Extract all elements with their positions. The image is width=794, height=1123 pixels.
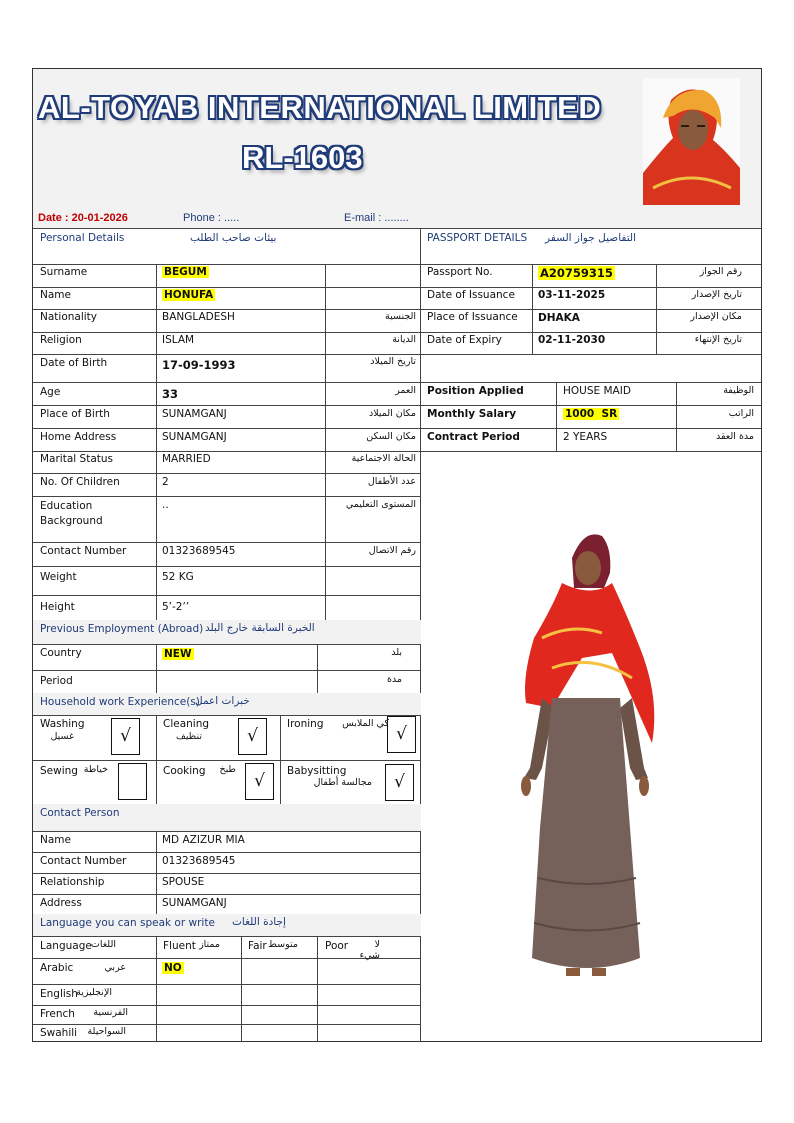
col-line [156, 644, 157, 693]
row-line [33, 894, 421, 895]
row-line [33, 670, 421, 671]
row-line [33, 644, 421, 645]
label-cooking-ar: طبخ [219, 764, 236, 775]
col-line [556, 382, 557, 451]
label-contact-phone: Contact Number [40, 855, 127, 867]
value-relationship: SPOUSE [162, 876, 205, 888]
value-date-issuance: 03-11-2025 [538, 289, 606, 301]
label-contact-number: Contact Number [40, 545, 127, 557]
label-salary: Monthly Salary [427, 408, 517, 420]
label-contact-address: Address [40, 897, 82, 909]
label-age: Age [40, 386, 61, 398]
row-line [33, 473, 421, 474]
passport-section-title: PASSPORT DETAILS [427, 232, 528, 244]
label-height: Height [40, 601, 75, 613]
label-place-issuance: Place of Issuance [427, 311, 518, 323]
label-pob: Place of Birth [40, 408, 110, 420]
fluent-col-header-ar: ممتاز [199, 939, 220, 950]
col-line [156, 715, 157, 804]
value-contact-name: MD AZIZUR MIA [162, 834, 245, 846]
label-swahili-ar: السواحيلة [87, 1026, 126, 1037]
form-code: RL-1603 [242, 140, 363, 175]
row-line [33, 760, 421, 761]
value-nationality: BANGLADESH [162, 311, 235, 323]
value-position: HOUSE MAID [563, 385, 631, 397]
row-line [33, 309, 421, 310]
value-contact-phone: 01323689545 [162, 855, 236, 867]
value-date-expiry: 02-11-2030 [538, 334, 606, 346]
household-section-title-ar: خبرات اعمل [195, 695, 250, 707]
col-line [676, 382, 677, 451]
label-contact-number-ar: رقم الاتصال [368, 545, 416, 556]
label-salary-ar: الراتب [728, 408, 754, 419]
washing-checkbox[interactable]: √ [111, 718, 140, 755]
value-weight: 52 KG [162, 571, 194, 583]
fair-col-header-ar: متوسط [268, 939, 298, 950]
value-marital: MARRIED [162, 453, 211, 465]
row-line [33, 405, 761, 406]
label-education: Education Background [40, 500, 103, 527]
language-col-header-ar: اللغات [90, 939, 116, 950]
label-marital-ar: الحالة الاجتماعية [351, 453, 416, 464]
col-line [156, 936, 157, 1042]
fluent-col-header: Fluent [163, 940, 196, 952]
row-line [33, 936, 421, 937]
value-contact-number: 01323689545 [162, 545, 236, 557]
company-title: AL-TOYAB INTERNATIONAL LIMITED [38, 90, 602, 125]
fair-col-header: Fair [248, 940, 267, 952]
row-line [33, 984, 421, 985]
label-nationality: Nationality [40, 311, 98, 323]
label-cleaning: Cleaning [163, 718, 210, 730]
label-contract-period: Contract Period [427, 431, 520, 443]
value-surname: BEGUM [164, 266, 207, 278]
cooking-checkbox[interactable]: √ [245, 763, 274, 800]
language-section-title: Language you can speak or write [40, 917, 215, 929]
label-religion: Religion [40, 334, 82, 346]
value-country: NEW [164, 648, 192, 660]
label-ironing-ar: كي الملابس [342, 718, 389, 729]
value-contract-period: 2 YEARS [563, 431, 608, 443]
label-french-ar: الفرنسية [93, 1007, 128, 1018]
row-line [33, 332, 421, 333]
col-line [241, 936, 242, 1042]
label-country-ar: بلد [391, 647, 402, 658]
col-line [317, 644, 318, 693]
label-position: Position Applied [427, 385, 524, 397]
label-washing-ar: غسيل [50, 731, 74, 742]
value-place-issuance: DHAKA [538, 312, 580, 324]
row-line [421, 354, 761, 355]
row-line [421, 287, 761, 288]
label-dob: Date of Birth [40, 357, 108, 369]
label-weight: Weight [40, 571, 77, 583]
poor-col-header-ar: لا شيء [359, 939, 380, 961]
label-arabic-ar: عربي [104, 962, 126, 973]
col-line [280, 715, 281, 804]
row-line [33, 496, 421, 497]
label-children-ar: عدد الأطفال [367, 476, 416, 487]
label-cooking: Cooking [163, 765, 206, 777]
label-marital: Marital Status [40, 453, 113, 465]
language-col-header: Language [40, 940, 92, 952]
value-education: .. [162, 499, 169, 511]
value-height: 5’-2’’ [162, 601, 190, 613]
value-passport-no: A20759315 [540, 266, 613, 280]
row-line [33, 542, 421, 543]
row-line [33, 595, 421, 596]
household-section-title: Household work Experience(s) [40, 696, 200, 708]
label-sewing: Sewing [40, 765, 78, 777]
label-dob-ar: تاريخ الميلاد [370, 356, 416, 367]
row-line [33, 1005, 421, 1006]
label-contact-name: Name [40, 834, 71, 846]
row-line [33, 566, 421, 567]
label-french: French [40, 1008, 75, 1020]
contact-section-title: Contact Person [40, 807, 120, 819]
label-english-ar: الإنجليزية [76, 987, 112, 998]
col-line [325, 264, 326, 620]
divider [33, 228, 761, 229]
phone-text: Phone : ..... [183, 212, 240, 224]
row-line [33, 852, 421, 853]
row-line [33, 287, 421, 288]
label-arabic: Arabic [40, 962, 74, 974]
label-sewing-ar: خياطة [83, 764, 108, 775]
label-babysitting: Babysitting [287, 765, 347, 777]
col-line [317, 936, 318, 1042]
row-line [33, 451, 761, 452]
language-section-title-ar: إجادة اللغات [232, 916, 286, 928]
label-age-ar: العمر [395, 385, 416, 396]
value-salary: 1000 SR [565, 408, 618, 420]
row-line [33, 831, 421, 832]
employment-section-title-ar: الخبرة السابقة خارج البلد [205, 622, 315, 634]
label-relationship: Relationship [40, 876, 105, 888]
label-cleaning-ar: تنظيف [175, 731, 202, 742]
label-date-expiry-ar: تاريخ الإنتهاء [694, 334, 742, 345]
value-name: HONUFA [164, 289, 214, 301]
row-line [33, 382, 761, 383]
date-text: Date : 20-01-2026 [38, 212, 128, 224]
poor-col-header: Poor [325, 940, 349, 952]
col-line [156, 831, 157, 914]
value-religion: ISLAM [162, 334, 195, 346]
personal-section-title-ar: بيئات صاحب الطلب [190, 232, 277, 244]
label-washing: Washing [40, 718, 85, 730]
value-dob: 17-09-1993 [162, 358, 236, 372]
label-period-ar: مدة [386, 674, 402, 685]
row-line [421, 309, 761, 310]
divider [33, 264, 761, 265]
label-swahili: Swahili [40, 1027, 78, 1039]
label-period: Period [40, 675, 73, 687]
sewing-checkbox[interactable] [118, 763, 147, 800]
employment-section-title: Previous Employment (Abroad) [40, 623, 204, 635]
label-education-ar: المستوى التعليمي [345, 499, 416, 510]
label-date-expiry: Date of Expiry [427, 334, 502, 346]
value-contact-address: SUNAMGANJ [162, 897, 227, 909]
label-pob-ar: مكان الميلاد [368, 408, 416, 419]
passport-section-title-ar: التفاصيل جواز السفر [545, 232, 636, 244]
label-home-address: Home Address [40, 431, 117, 443]
label-children: No. Of Children [40, 476, 120, 488]
value-arabic-fluent: NO [164, 962, 182, 974]
label-surname: Surname [40, 266, 88, 278]
col-line [156, 264, 157, 620]
label-home-address-ar: مكان السكن [366, 431, 416, 442]
label-position-ar: الوظيفة [723, 385, 754, 396]
row-line [33, 715, 421, 716]
label-contract-period-ar: مدة العقد [716, 431, 754, 442]
label-name: Name [40, 289, 71, 301]
row-line [33, 873, 421, 874]
row-line [421, 332, 761, 333]
label-nationality-ar: الجنسية [385, 311, 416, 322]
label-babysitting-ar: مجالسة أطفال [313, 777, 372, 788]
personal-section-title: Personal Details [40, 232, 125, 244]
full-body-photo [512, 528, 658, 998]
email-text: E-mail : ........ [344, 212, 409, 224]
value-pob: SUNAMGANJ [162, 408, 227, 420]
label-religion-ar: الديانة [392, 334, 416, 345]
ironing-checkbox[interactable]: √ [387, 716, 416, 753]
label-place-issuance-ar: مكان الإصدار [690, 311, 742, 322]
label-passport-no-ar: رقم الجواز [699, 266, 742, 277]
cleaning-checkbox[interactable]: √ [238, 718, 267, 755]
label-date-issuance: Date of Issuance [427, 289, 515, 301]
label-country: Country [40, 647, 82, 659]
portrait-photo [643, 78, 740, 205]
label-passport-no: Passport No. [427, 266, 493, 278]
label-ironing: Ironing [287, 718, 324, 730]
row-line [33, 1024, 421, 1025]
row-line [33, 354, 421, 355]
value-age: 33 [162, 387, 179, 401]
value-home-address: SUNAMGANJ [162, 431, 227, 443]
label-english: English [40, 988, 78, 1000]
babysitting-checkbox[interactable]: √ [385, 764, 414, 801]
row-line [33, 428, 761, 429]
value-children: 2 [162, 476, 169, 488]
label-date-issuance-ar: تاريخ الإصدار [691, 289, 742, 300]
